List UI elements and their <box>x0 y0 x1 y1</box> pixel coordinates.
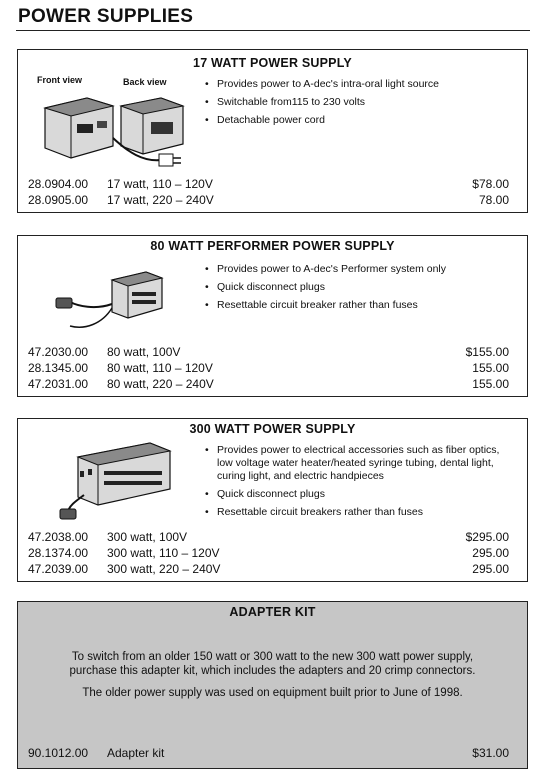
item-price: $155.00 <box>465 345 509 359</box>
price-row <box>28 376 509 392</box>
adapter-note: The older power supply was used on equipment built prior to June of 1998. <box>82 687 463 699</box>
item-price: 295.00 <box>472 562 509 576</box>
power-supply-17w-image <box>33 88 203 178</box>
feature-item: • Resettable circuit breakers rather than fuses <box>205 506 510 519</box>
item-description: 17 watt, 220 – 240V <box>107 193 214 207</box>
price-row <box>28 192 509 208</box>
price-row <box>28 745 509 761</box>
item-description: 300 watt, 110 – 120V <box>107 546 220 560</box>
part-number: 28.1345.00 <box>28 361 89 375</box>
price-table <box>28 344 509 392</box>
section-title: 80 WATT PERFORMER POWER SUPPLY <box>150 239 395 253</box>
feature-item: • Switchable from115 to 230 volts <box>205 96 510 109</box>
part-number: 47.2039.00 <box>28 562 89 576</box>
item-description: Adapter kit <box>107 746 165 760</box>
price-row <box>28 360 509 376</box>
item-price: 78.00 <box>478 193 509 207</box>
item-price: $295.00 <box>465 530 509 544</box>
adapter-description: To switch from an older 150 watt or 300 watt to the new 300 watt power supply, purchase this adapter kit, which includes the adapters and 20 crimp connectors. <box>69 651 476 677</box>
feature-item: • Quick disconnect plugs <box>205 488 510 501</box>
price-row <box>28 344 509 360</box>
part-number: 47.2030.00 <box>28 345 89 359</box>
feature-item: • Provides power to electrical accessories such as fiber optics, low voltage water heater/heated syringe tubing, dental light, curing light, and electric handpieces <box>205 444 510 483</box>
front-view-label: Front view <box>37 75 83 85</box>
feature-list <box>205 263 510 317</box>
back-view-label: Back view <box>123 77 167 87</box>
power-supply-300w-image <box>58 439 193 524</box>
item-price: 155.00 <box>472 377 509 391</box>
price-table <box>28 745 509 761</box>
item-description: 80 watt, 110 – 120V <box>107 361 213 375</box>
part-number: 47.2038.00 <box>28 530 89 544</box>
item-description: 80 watt, 220 – 240V <box>107 377 214 391</box>
price-row <box>28 545 509 561</box>
feature-item: • Quick disconnect plugs <box>205 281 510 294</box>
price-row <box>28 176 509 192</box>
feature-item: • Detachable power cord <box>205 114 510 127</box>
section-title: ADAPTER KIT <box>229 605 316 619</box>
power-supply-80w-image <box>50 266 170 338</box>
section-title: 300 WATT POWER SUPPLY <box>189 422 356 436</box>
section-80-watt-performer <box>17 235 528 397</box>
item-description: 300 watt, 100V <box>107 530 188 544</box>
part-number: 28.0905.00 <box>28 193 89 207</box>
feature-list <box>205 78 510 132</box>
item-description: 17 watt, 110 – 120V <box>107 177 213 191</box>
section-17-watt <box>17 49 528 213</box>
item-price: $78.00 <box>472 177 509 191</box>
page-title: POWER SUPPLIES <box>18 6 194 27</box>
feature-list <box>205 444 510 524</box>
section-300-watt <box>17 418 528 582</box>
part-number: 90.1012.00 <box>28 746 89 760</box>
part-number: 28.1374.00 <box>28 546 89 560</box>
part-number: 47.2031.00 <box>28 377 89 391</box>
feature-item: • Provides power to A-dec's Performer system only <box>205 263 510 276</box>
price-row <box>28 561 509 577</box>
part-number: 28.0904.00 <box>28 177 89 191</box>
title-divider <box>16 30 530 31</box>
item-price: 155.00 <box>472 361 509 375</box>
price-row <box>28 529 509 545</box>
item-price: $31.00 <box>472 746 509 760</box>
item-description: 80 watt, 100V <box>107 345 181 359</box>
feature-item: • Provides power to A-dec's intra-oral light source <box>205 78 510 91</box>
item-description: 300 watt, 220 – 240V <box>107 562 221 576</box>
section-title: 17 WATT POWER SUPPLY <box>193 56 352 70</box>
section-adapter-kit <box>17 601 528 769</box>
price-table <box>28 176 509 208</box>
item-price: 295.00 <box>472 546 509 560</box>
feature-item: • Resettable circuit breaker rather than fuses <box>205 299 510 312</box>
price-table <box>28 529 509 577</box>
